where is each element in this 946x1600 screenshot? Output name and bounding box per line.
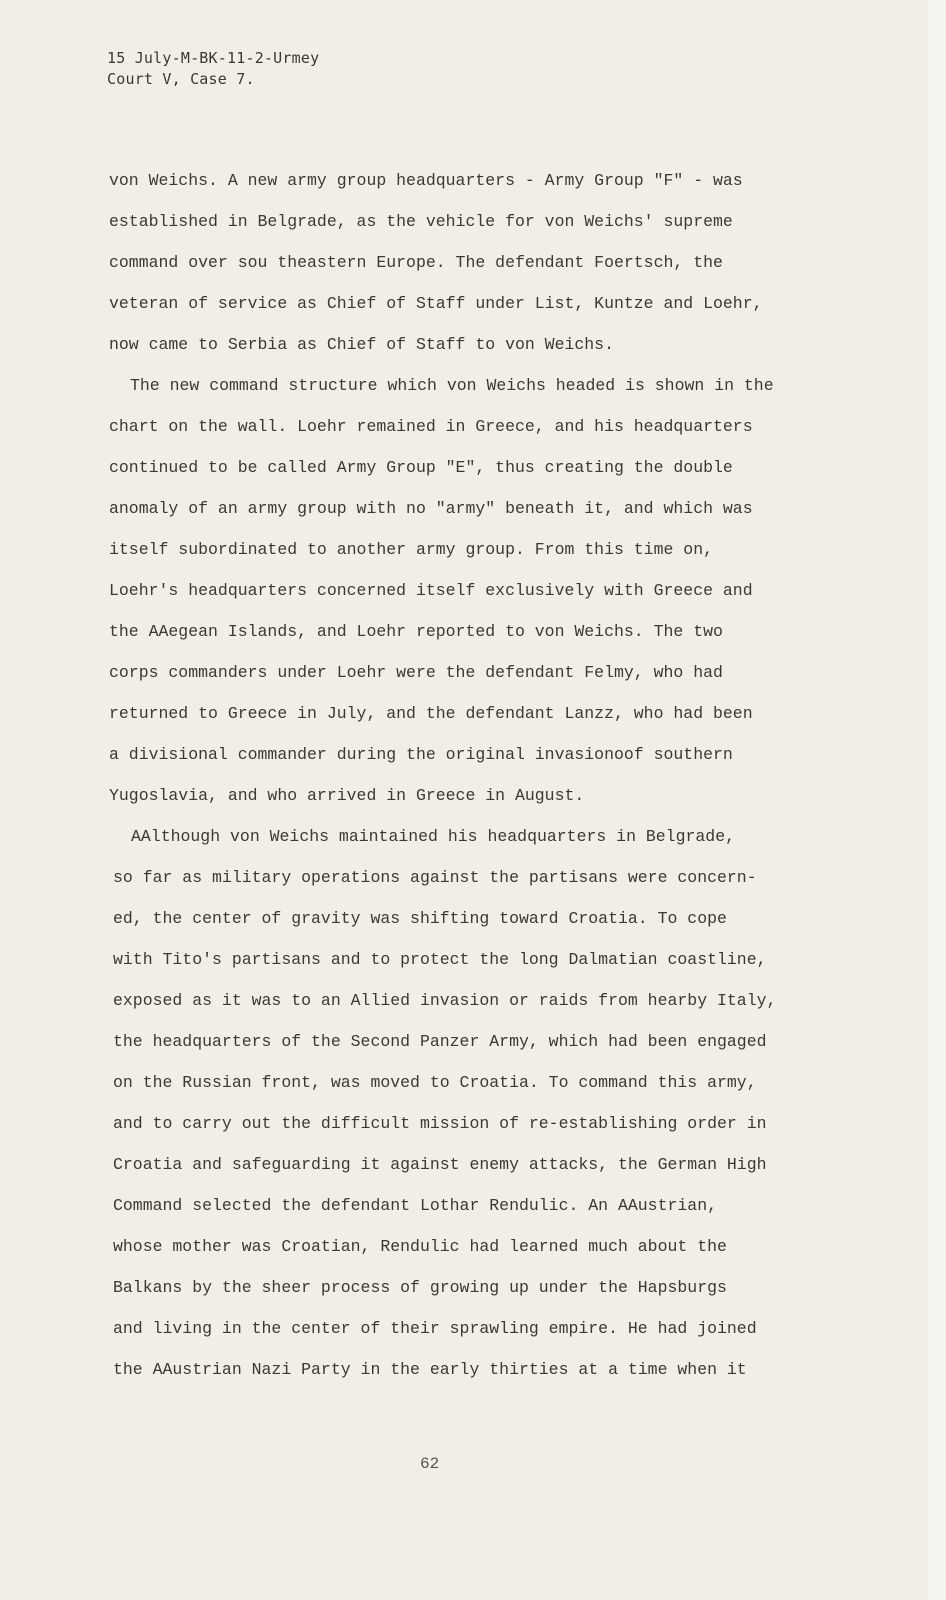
text-line: ed, the center of gravity was shifting toward Croatia. To cope (113, 909, 727, 928)
text-line: Croatia and safeguarding it against enemy attacks, the German High (113, 1155, 767, 1174)
paragraph-1 (109, 160, 763, 365)
text-line: anomaly of an army group with no "army" beneath it, and which was (109, 499, 753, 518)
text-line: on the Russian front, was moved to Croatia. To command this army, (113, 1073, 757, 1092)
text-line: the headquarters of the Second Panzer Army, which had been engaged (113, 1032, 767, 1051)
header-court-case: Court V, Case 7. (107, 70, 255, 88)
text-line: The new command structure which von Weichs headed is shown in the (130, 376, 774, 395)
page-number: 62 (420, 1455, 440, 1473)
text-line: AAlthough von Weichs maintained his headquarters in Belgrade, (131, 827, 735, 846)
text-line: itself subordinated to another army group. From this time on, (109, 540, 713, 559)
text-line: whose mother was Croatian, Rendulic had learned much about the (113, 1237, 727, 1256)
text-line: veteran of service as Chief of Staff under List, Kuntze and Loehr, (109, 294, 763, 313)
text-line: Balkans by the sheer process of growing up under the Hapsburgs (113, 1278, 727, 1297)
paragraph-2 (109, 365, 774, 816)
text-line: Loehr's headquarters concerned itself exclusively with Greece and (109, 581, 753, 600)
text-line: the AAustrian Nazi Party in the early thirties at a time when it (113, 1360, 747, 1379)
text-line: command over sou theastern Europe. The defendant Foertsch, the (109, 253, 723, 272)
text-line: exposed as it was to an Allied invasion or raids from hearby Italy, (113, 991, 777, 1010)
header-reference: 15 July-M-BK-11-2-Urmey (107, 49, 320, 67)
text-line: now came to Serbia as Chief of Staff to von Weichs. (109, 335, 614, 354)
text-line: established in Belgrade, as the vehicle for von Weichs' supreme (109, 212, 733, 231)
text-line: von Weichs. A new army group headquarters - Army Group "F" - was (109, 171, 743, 190)
scan-margin (928, 0, 946, 1600)
text-line: chart on the wall. Loehr remained in Greece, and his headquarters (109, 417, 753, 436)
text-line: the AAegean Islands, and Loehr reported to von Weichs. The two (109, 622, 723, 641)
paragraph-3 (113, 816, 776, 1390)
text-line: continued to be called Army Group "E", thus creating the double (109, 458, 733, 477)
text-line: with Tito's partisans and to protect the long Dalmatian coastline, (113, 950, 767, 969)
text-line: and to carry out the difficult mission of re-establishing order in (113, 1114, 767, 1133)
text-line: returned to Greece in July, and the defendant Lanzz, who had been (109, 704, 753, 723)
text-line: so far as military operations against the partisans were concern- (113, 868, 757, 887)
text-line: a divisional commander during the original invasionoof southern (109, 745, 733, 764)
text-line: and living in the center of their sprawling empire. He had joined (113, 1319, 757, 1338)
document-header (107, 48, 319, 90)
text-line: Yugoslavia, and who arrived in Greece in August. (109, 786, 585, 805)
text-line: corps commanders under Loehr were the defendant Felmy, who had (109, 663, 723, 682)
text-line: Command selected the defendant Lothar Rendulic. An AAustrian, (113, 1196, 717, 1215)
